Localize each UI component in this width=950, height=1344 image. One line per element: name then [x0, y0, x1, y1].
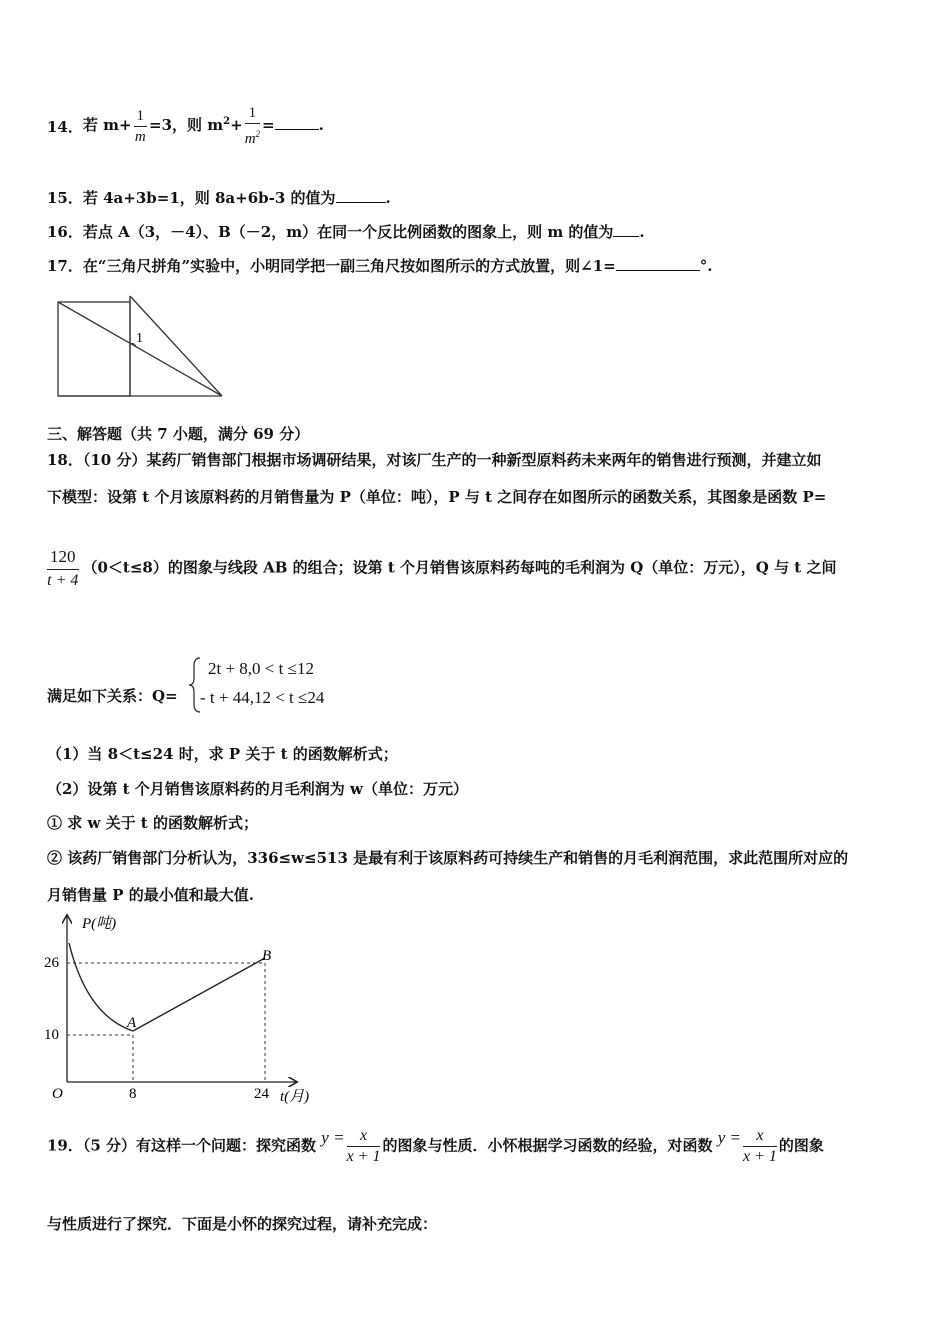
piecewise-case-2: - t + 44,12 < t ≤24: [200, 688, 325, 707]
q18-part-2a: ① 求 w 关于 t 的函数解析式；: [47, 814, 258, 832]
x-tick-24: 24: [254, 1086, 269, 1102]
q18-line-4: 满足如下关系：Q=: [47, 687, 178, 705]
q18-part-2b-line-2: 月销售量 P 的最小值和最大值.: [47, 886, 254, 904]
q18-part-2: （2）设第 t 个月销售该原料药的月毛利润为 w（单位：万元）: [47, 780, 468, 798]
fraction-120-over-t-plus-4: $\frac{120}{t + 4}$: [47, 547, 79, 589]
y-tick-26: 26: [44, 955, 59, 971]
fraction-x-over-x-plus-1: $\frac{x}{x + 1}$: [743, 1127, 777, 1165]
question-17: 17．在“三角尺拼角”实验中，小明同学把一副三角尺按如图所示的方式放置，则∠1= °.: [47, 257, 713, 275]
point-a-label: A: [127, 1015, 137, 1031]
q18-part-1: （1）当 8＜t≤24 时，求 P 关于 t 的函数解析式；: [47, 745, 398, 763]
angle-1-label: 1: [136, 331, 143, 346]
q19-line-2: 与性质进行了探究．下面是小怀的探究过程，请补充完成：: [47, 1215, 438, 1233]
q18-line-1: 18．（10 分）某药厂销售部门根据市场调研结果，对该厂生产的一种新型原料药未来两年的销售进行预测，并建立如: [47, 451, 822, 469]
x-axis-label: t(月): [280, 1089, 310, 1105]
question-16: 16．若点 A（3，－4）、B（－2，m）在同一个反比例函数的图象上，则 m 的值为 .: [47, 223, 645, 241]
answer-blank: [275, 115, 319, 130]
fraction-x-over-x-plus-1: $\frac{x}{x + 1}$: [346, 1127, 381, 1165]
section-header: 三、解答题（共 7 小题，满分 69 分）: [47, 425, 310, 443]
fraction-1-over-m: $\frac{1}{m}$: [134, 107, 146, 145]
answer-blank: [613, 222, 639, 237]
piecewise-case-1: 2t + 8,0 < t ≤12: [208, 659, 314, 678]
y-axis-label: P(吨): [82, 916, 117, 932]
set-square-figure: [50, 292, 230, 402]
answer-blank: [336, 188, 386, 203]
fraction-1-over-m-squared: $\frac{1}{m^2}$: [244, 105, 261, 147]
origin-label: O: [52, 1086, 63, 1102]
question-14: 14．若 m+ $\frac{1}{m}$ =3，则 $m^2+$ $\frac{1}{m^2}$ = .: [47, 105, 324, 147]
sales-graph: [40, 908, 330, 1108]
answer-blank: [616, 256, 700, 271]
point-b-label: B: [262, 948, 272, 964]
q18-line-3: $\frac{120}{t + 4}$ （0＜t≤8）的图象与线段 AB 的组合；设第 t 个月销售该原料药每吨的毛利润为 Q（单位：万元），Q 与 t 之间: [47, 545, 836, 592]
question-15: 15．若 4a+3b=1，则 8a+6b-3 的值为 .: [47, 189, 391, 207]
q18-part-2b-line-1: ② 该药厂销售部门分析认为，336≤w≤513 是最有利于该原料药可持续生产和销售的月毛利润范围，求此范围所对应的: [47, 849, 849, 867]
y-tick-10: 10: [44, 1027, 59, 1043]
curve-p-120-over-t-plus-4: [69, 943, 133, 1031]
q18-line-2: 下模型：设第 t 个月该原料药的月销售量为 P（单位：吨），P 与 t 之间存在如图所示的函数关系，其图象是函数 P=: [47, 488, 827, 506]
q19-line-1: 19．（5 分）有这样一个问题：探究函数 y = $\frac{x}{x + 1}$ 的图象与性质．小怀根据学习函数的经验，对函数 y = $\frac{x}{x + 1}$ 的图象: [47, 1127, 824, 1165]
x-tick-8: 8: [129, 1086, 137, 1102]
segment-ab: [133, 958, 265, 1031]
